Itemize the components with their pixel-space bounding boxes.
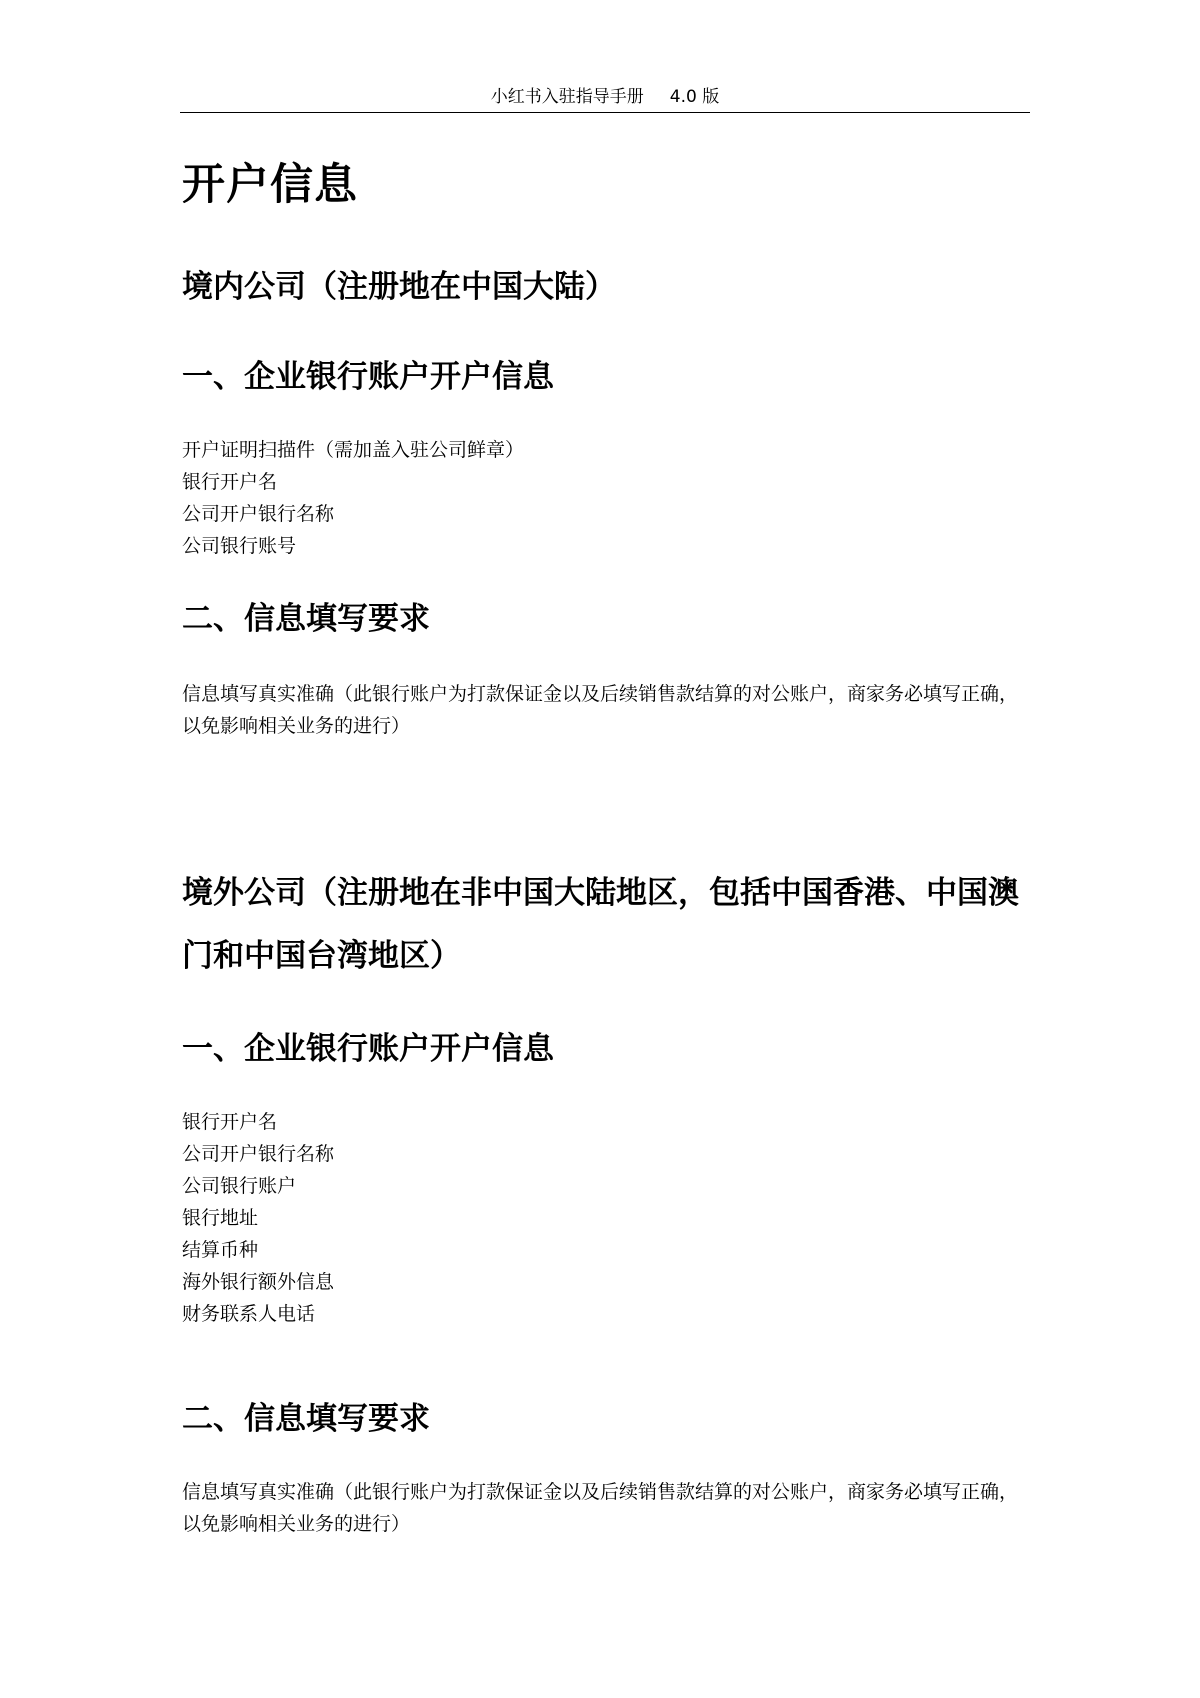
- overseas-bank-info-list: [182, 1106, 334, 1330]
- overseas-requirements-heading: 二、信息填写要求: [182, 1401, 430, 1437]
- domestic-bank-info-heading: 一、企业银行账户开户信息: [182, 359, 554, 395]
- domestic-requirements-heading: 二、信息填写要求: [182, 601, 430, 637]
- domestic-bank-info-list: [182, 434, 524, 562]
- domestic-region-title: 境内公司（注册地在中国大陆）: [182, 269, 616, 305]
- list-item: 银行开户名: [182, 471, 278, 493]
- list-item: 银行开户名: [182, 1111, 278, 1133]
- list-item: 公司银行账户: [182, 1175, 297, 1197]
- domestic-requirements-text: 信息填写真实准确（此银行账户为打款保证金以及后续销售款结算的对公账户，商家务必填写正确，以免影响相关业务的进行）: [182, 683, 1019, 737]
- page-title: 开户信息: [182, 160, 358, 210]
- header-title: 小红书入驻指导手册: [490, 87, 644, 107]
- list-item: 财务联系人电话: [182, 1303, 316, 1325]
- header-version: 4.0 版: [669, 87, 720, 107]
- overseas-bank-info-heading: 一、企业银行账户开户信息: [182, 1031, 554, 1067]
- list-item: 海外银行额外信息: [182, 1271, 335, 1293]
- list-item: 公司开户银行名称: [182, 503, 335, 525]
- list-item: 银行地址: [182, 1207, 259, 1229]
- list-item: 公司开户银行名称: [182, 1143, 335, 1165]
- page-header: [180, 84, 1030, 113]
- list-item: 公司银行账号: [182, 535, 297, 557]
- overseas-region-title: 境外公司（注册地在非中国大陆地区，包括中国香港、中国澳门和中国台湾地区）: [182, 875, 1019, 974]
- list-item: 结算币种: [182, 1239, 259, 1261]
- list-item: 开户证明扫描件（需加盖入驻公司鲜章）: [182, 439, 525, 461]
- overseas-requirements-text: 信息填写真实准确（此银行账户为打款保证金以及后续销售款结算的对公账户，商家务必填写正确，以免影响相关业务的进行）: [182, 1481, 1019, 1535]
